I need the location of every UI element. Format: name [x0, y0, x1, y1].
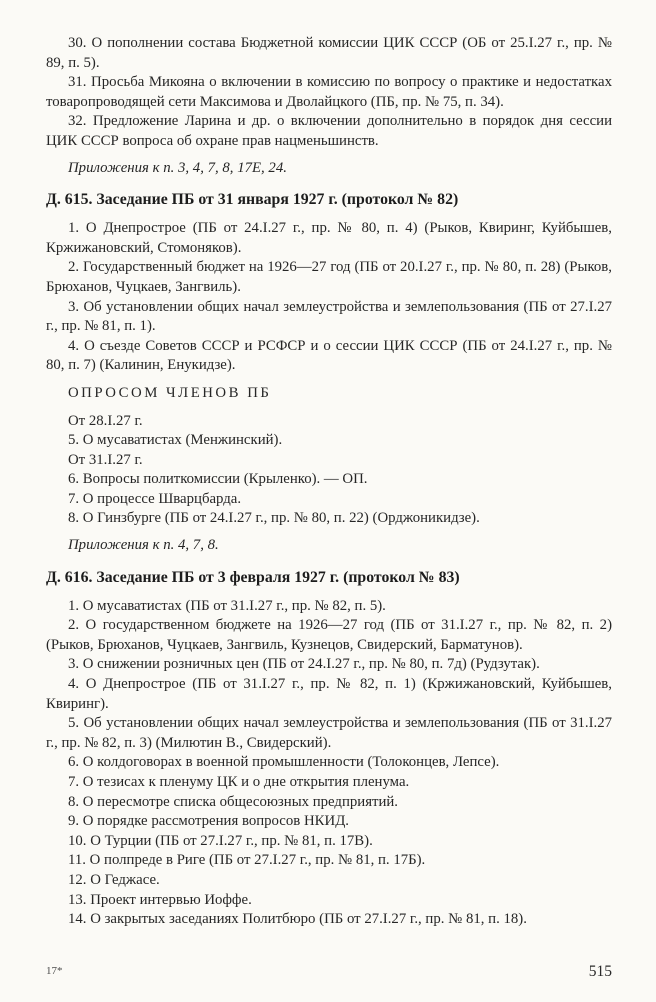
agenda-item: 1. О Днепрострое (ПБ от 24.I.27 г., пр. № 80, п. 4) (Рыков, Квиринг, Куйбышев, Кржижановский, Стомоняков). — [46, 220, 612, 256]
section-heading-d615: Д. 615. Заседание ПБ от 31 января 1927 г. (протокол № 82) — [46, 191, 459, 209]
agenda-item: 9. О порядке рассмотрения вопросов НКИД. — [68, 813, 349, 830]
agenda-item: 6. О колдоговорах в военной промышленности (Толоконцев, Лепсе). — [68, 754, 500, 771]
agenda-item: 8. О Гинзбурге (ПБ от 24.I.27 г., пр. № 80, п. 22) (Орджоникидзе). — [68, 510, 480, 527]
agenda-item: 1. О мусаватистах (ПБ от 31.I.27 г., пр. № 82, п. 5). — [68, 597, 386, 614]
agenda-item: 3. Об установлении общих начал землеустройства и землепользования (ПБ от 27.I.27 г., пр. № 81, п. 1). — [46, 298, 612, 335]
agenda-item: 32. Предложение Ларина и др. о включении дополнительно в порядок дня сессии ЦИК СССР вопроса об охране прав нацменьшинств. — [46, 113, 612, 149]
agenda-item: 4. О съезде Советов СССР и РСФСР и о сессии ЦИК СССР (ПБ от 24.I.27 г., пр. № 80, п. 7) (Калинин, Енукидзе). — [46, 337, 612, 374]
agenda-item: 4. О Днепрострое (ПБ от 31.I.27 г., пр. № 82, п. 1) (Кржижановский, Куйбышев, Квиринг). — [46, 676, 612, 712]
agenda-item: 11. О полпреде в Риге (ПБ от 27.I.27 г., пр. № 81, п. 17Б). — [68, 852, 426, 869]
agenda-item: 10. О Турции (ПБ от 27.I.27 г., пр. № 81, п. 17В). — [68, 832, 373, 849]
page-content — [46, 34, 612, 930]
appendix-note: Приложения к п. 3, 4, 7, 8, 17Е, 24. — [68, 159, 287, 176]
page-footer — [46, 962, 612, 982]
agenda-item: 13. Проект интервью Иоффе. — [68, 891, 252, 908]
appendix-note: Приложения к п. 4, 7, 8. — [68, 537, 219, 554]
agenda-item: 2. Государственный бюджет на 1926—27 год (ПБ от 20.I.27 г., пр. № 80, п. 28) (Рыков, Брюханов, Чуцкаев, Зангвиль). — [46, 259, 612, 295]
agenda-item: 31. Просьба Микояна о включении в комиссию по вопросу о практике и недостатках товаропроводящей сети Максимова и Дволайцкого (ПБ, пр. № 75, п. 34). — [46, 74, 612, 110]
page-number: 515 — [588, 963, 612, 981]
agenda-item: 14. О закрытых заседаниях Политбюро (ПБ от 27.I.27 г., пр. № 81, п. 18). — [68, 911, 527, 928]
agenda-item: 3. О снижении розничных цен (ПБ от 24.I.27 г., пр. № 80, п. 7д) (Рудзутак). — [68, 656, 540, 673]
section-heading-d616: Д. 616. Заседание ПБ от 3 февраля 1927 г. (протокол № 83) — [46, 568, 460, 586]
agenda-item: 30. О пополнении состава Бюджетной комиссии ЦИК СССР (ОБ от 25.I.27 г., пр. № 89, п. 5). — [46, 35, 612, 71]
agenda-item: 5. О мусаватистах (Менжинский). — [68, 432, 283, 449]
agenda-item: 7. О процессе Шварцбарда. — [68, 490, 242, 507]
agenda-item: 5. Об установлении общих начал землеустройства и землепользования (ПБ от 31.I.27 г., пр. № 82, п. 3) (Милютин В., Свидерский). — [46, 715, 612, 751]
date-line: От 31.I.27 г. — [68, 451, 143, 468]
agenda-item: 2. О государственном бюджете на 1926—27 год (ПБ от 31.I.27 г., пр. № 82, п. 2) (Рыков, Брюханов, Чуцкаев, Зангвиль, Кузнецов, Свидерский, Барматунов). — [46, 617, 612, 653]
signature-mark: 17* — [46, 965, 63, 978]
agenda-item: 6. Вопросы политкомиссии (Крыленко). — ОП. — [68, 471, 368, 488]
poll-subheading: ОПРОСОМ ЧЛЕНОВ ПБ — [68, 384, 272, 401]
agenda-item: 12. О Геджасе. — [68, 871, 160, 888]
date-line: От 28.I.27 г. — [68, 412, 143, 429]
agenda-item: 8. О пересмотре списка общесоюзных предприятий. — [68, 793, 398, 810]
agenda-item: 7. О тезисах к пленуму ЦК и о дне открытия пленума. — [68, 774, 410, 790]
